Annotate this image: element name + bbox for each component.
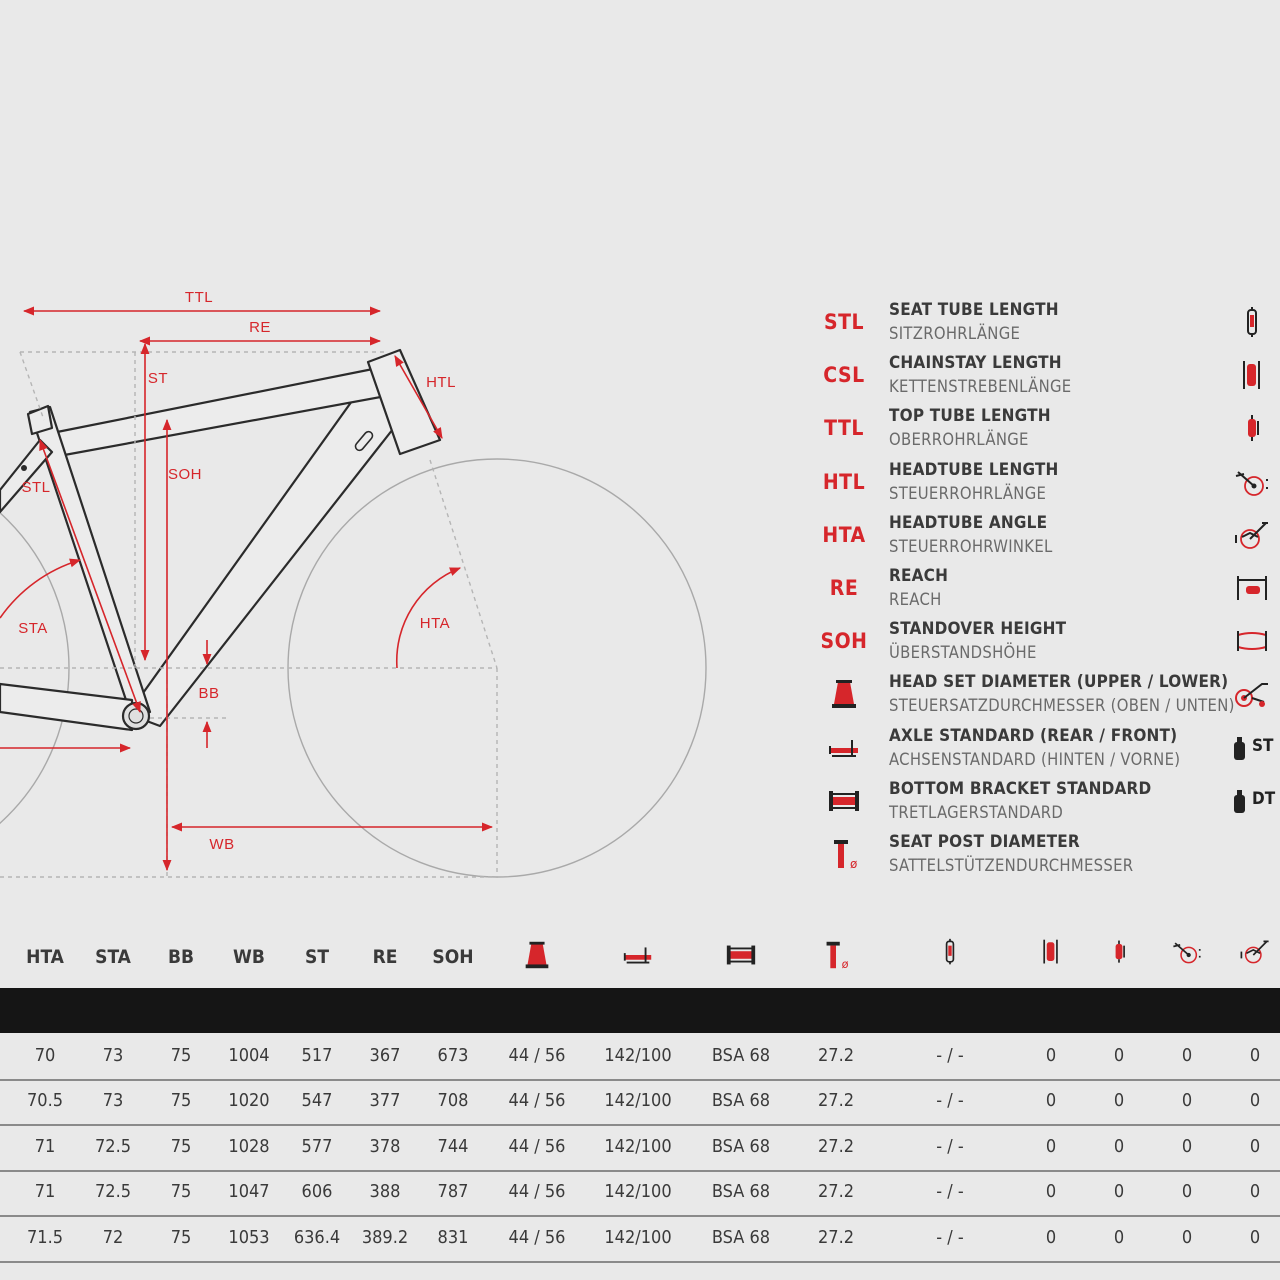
table-row <box>0 1079 1280 1126</box>
table-cell: 1053 <box>228 1226 270 1248</box>
bottom-bracket-shell <box>123 703 149 729</box>
table-cell: 0 <box>1181 1181 1193 1203</box>
table-row <box>0 1216 1280 1263</box>
table-cell: 0 <box>1113 1045 1125 1066</box>
head-set-icon <box>520 938 554 974</box>
table-cell: 0 <box>1249 1090 1261 1112</box>
table-cell: 636.4 <box>293 1226 341 1248</box>
table-cell: 547 <box>301 1090 333 1112</box>
table-cell: 0 <box>1181 1090 1193 1112</box>
label-st: ST <box>147 370 169 387</box>
front-rack-icon <box>1232 519 1272 551</box>
table-cell: 389.2 <box>361 1226 409 1248</box>
column-header: HTA <box>26 946 64 968</box>
legend-english-label: HEAD SET DIAMETER (UPPER / LOWER) <box>889 672 1229 693</box>
table-cell: 72.5 <box>94 1181 132 1203</box>
table-cell: 70 <box>34 1045 56 1066</box>
table-cell: 1020 <box>228 1090 270 1112</box>
label-ttl: TTL <box>184 289 214 306</box>
legend-english-label: CHAINSTAY LENGTH <box>889 353 1062 374</box>
table-row <box>0 1125 1280 1172</box>
table-cell: 0 <box>1113 1135 1125 1157</box>
legend-english-label: HEADTUBE LENGTH <box>889 459 1059 480</box>
legend-item <box>820 617 1280 670</box>
seat-post-icon <box>826 836 862 870</box>
table-cell: 367 <box>369 1045 401 1066</box>
legend-english-label: STANDOVER HEIGHT <box>889 619 1067 640</box>
table-header <box>0 928 1280 988</box>
size-header-bar <box>0 988 1280 1033</box>
svg-text:ø: ø <box>841 957 849 972</box>
legend-item <box>820 830 1280 883</box>
table-cell: 744 <box>437 1135 469 1157</box>
front-rack-icon <box>1238 938 1272 974</box>
table-cell: BSA 68 <box>711 1181 771 1203</box>
table-cell: 1047 <box>228 1181 270 1203</box>
table-cell: 0 <box>1113 1226 1125 1248</box>
label-sta: STA <box>18 620 48 637</box>
table-cell: 142/100 <box>604 1226 672 1248</box>
label-stl: STL <box>21 479 51 496</box>
table-cell: 0 <box>1045 1045 1057 1066</box>
bottle-icon <box>933 938 967 974</box>
table-cell: 0 <box>1249 1181 1261 1203</box>
bottom-bracket-icon <box>826 783 862 817</box>
rear-rack-icon <box>1232 466 1272 498</box>
legend-english-label: SEAT TUBE LENGTH <box>889 300 1059 320</box>
legend-german-label: STEUERSATZDURCHMESSER (OBEN / UNTEN) <box>889 696 1235 716</box>
legend-german-label: REACH <box>889 589 942 609</box>
table-cell: 0 <box>1249 1226 1261 1248</box>
table-cell: 75 <box>170 1181 192 1203</box>
legend-english-label: BOTTOM BRACKET STANDARD <box>889 778 1152 799</box>
table-cell: 72 <box>102 1226 124 1248</box>
table-cell: 0 <box>1113 1181 1125 1203</box>
legend-item <box>820 777 1280 830</box>
table-cell: 71 <box>34 1181 56 1203</box>
legend-german-label: TRETLAGERSTANDARD <box>889 802 1064 822</box>
legend-abbreviation: RE <box>829 575 859 600</box>
axle-icon <box>621 938 655 974</box>
table-cell: 517 <box>301 1045 333 1066</box>
table-cell: 0 <box>1181 1135 1193 1157</box>
legend-german-label: STEUERROHRWINKEL <box>889 536 1053 556</box>
legend-abbreviation: SOH <box>820 629 868 654</box>
bottle-cage-icon <box>1034 938 1068 974</box>
bike-frame <box>0 350 440 730</box>
table-cell: 142/100 <box>604 1181 672 1203</box>
table-cell: BSA 68 <box>711 1226 771 1248</box>
table-cell: - / - <box>936 1045 964 1066</box>
table-row <box>0 1034 1280 1081</box>
label-htl: HTL <box>426 374 456 391</box>
legend-english-label: AXLE STANDARD (REAR / FRONT) <box>889 725 1178 746</box>
bottom-bracket-icon <box>724 938 758 974</box>
column-header: WB <box>233 946 265 968</box>
geometry-legend <box>820 298 1280 883</box>
rear-rack-icon <box>1170 938 1204 974</box>
table-cell: 377 <box>369 1090 401 1112</box>
table-cell: 44 / 56 <box>508 1090 566 1112</box>
table-cell: 44 / 56 <box>508 1045 566 1066</box>
table-cell: 71 <box>34 1135 56 1157</box>
legend-german-label: ACHSENSTANDARD (HINTEN / VORNE) <box>889 749 1181 769</box>
column-header: RE <box>372 946 398 968</box>
table-cell: 831 <box>437 1226 469 1248</box>
table-cell: 71.5 <box>26 1226 64 1248</box>
legend-abbreviation: TTL <box>824 416 864 441</box>
table-cell: BSA 68 <box>711 1045 771 1066</box>
table-cell: - / - <box>936 1181 964 1203</box>
geometry-table <box>0 928 1280 988</box>
legend-icon-label: DT <box>1252 788 1276 809</box>
svg-text:ø: ø <box>850 856 858 871</box>
table-cell: 388 <box>369 1181 401 1203</box>
legend-abbreviation: STL <box>823 310 865 334</box>
table-cell: 0 <box>1113 1090 1125 1112</box>
legend-icon-label: ST <box>1252 735 1274 756</box>
table-cell: 27.2 <box>817 1045 855 1066</box>
table-cell: 0 <box>1249 1135 1261 1157</box>
table-cell: 1004 <box>228 1045 270 1066</box>
table-cell: - / - <box>936 1135 964 1157</box>
table-cell: 70.5 <box>26 1090 64 1112</box>
legend-english-label: TOP TUBE LENGTH <box>889 406 1051 427</box>
mount-icon <box>1102 938 1136 974</box>
table-cell: 0 <box>1249 1045 1261 1066</box>
label-re: RE <box>249 319 271 336</box>
legend-item <box>820 564 1280 617</box>
legend-english-label: SEAT POST DIAMETER <box>889 831 1080 852</box>
kickstand-icon <box>1232 678 1272 710</box>
label-hta: HTA <box>419 615 451 632</box>
table-cell: 577 <box>301 1135 333 1157</box>
top-tube-bag-icon <box>1232 572 1272 604</box>
bottle-icon <box>1232 306 1272 338</box>
table-cell: BSA 68 <box>711 1090 771 1112</box>
label-wb: WB <box>209 836 235 853</box>
table-cell: 75 <box>170 1135 192 1157</box>
legend-item <box>820 511 1280 564</box>
table-cell: 27.2 <box>817 1181 855 1203</box>
table-cell: 75 <box>170 1045 192 1066</box>
column-header: BB <box>167 946 195 968</box>
table-cell: 142/100 <box>604 1135 672 1157</box>
table-cell: 0 <box>1045 1226 1057 1248</box>
table-cell: 72.5 <box>94 1135 132 1157</box>
table-cell: 1028 <box>228 1135 270 1157</box>
legend-abbreviation: HTA <box>822 522 866 547</box>
axle-icon <box>826 730 862 764</box>
table-cell: 75 <box>170 1226 192 1248</box>
bottle-dt-icon <box>1230 785 1250 817</box>
table-cell: 44 / 56 <box>508 1181 566 1203</box>
table-cell: 787 <box>437 1181 469 1203</box>
legend-item <box>820 724 1280 777</box>
label-bb: BB <box>198 685 220 702</box>
legend-item <box>820 404 1280 457</box>
table-cell: - / - <box>936 1090 964 1112</box>
table-cell: 0 <box>1045 1135 1057 1157</box>
legend-item <box>820 298 1280 351</box>
table-cell: 73 <box>102 1090 124 1112</box>
table-row <box>0 1170 1280 1217</box>
legend-abbreviation: CSL <box>823 363 865 388</box>
table-cell: 75 <box>170 1090 192 1112</box>
legend-german-label: SITZROHRLÄNGE <box>889 324 1021 343</box>
head-set-icon <box>826 676 862 710</box>
table-cell: 708 <box>437 1090 469 1112</box>
table-cell: 0 <box>1045 1090 1057 1112</box>
legend-german-label: SATTELSTÜTZENDURCHMESSER <box>889 855 1134 875</box>
table-cell: - / - <box>936 1226 964 1248</box>
table-cell: 27.2 <box>817 1226 855 1248</box>
legend-english-label: HEADTUBE ANGLE <box>889 512 1048 533</box>
legend-english-label: REACH <box>889 565 949 586</box>
legend-abbreviation: HTL <box>822 469 866 494</box>
table-cell: BSA 68 <box>711 1135 771 1157</box>
table-cell: 673 <box>437 1045 469 1066</box>
fender-icon <box>1232 625 1272 657</box>
bottle-st-icon <box>1230 732 1250 764</box>
table-cell: 27.2 <box>817 1090 855 1112</box>
column-header: ST <box>305 946 329 968</box>
table-cell: 0 <box>1045 1181 1057 1203</box>
table-cell: 378 <box>369 1135 401 1157</box>
column-header: STA <box>95 946 131 968</box>
legend-german-label: KETTENSTREBENLÄNGE <box>889 377 1072 397</box>
bottle-cage-icon <box>1232 359 1272 391</box>
table-cell: 44 / 56 <box>508 1135 566 1157</box>
legend-item <box>820 458 1280 511</box>
bolt <box>21 465 27 471</box>
legend-german-label: STEUERROHRLÄNGE <box>889 483 1047 503</box>
table-cell: 0 <box>1181 1226 1193 1248</box>
label-soh: SOH <box>167 466 203 483</box>
seat-post-icon <box>819 938 853 974</box>
legend-german-label: OBERROHRLÄNGE <box>889 430 1029 450</box>
table-cell: 142/100 <box>604 1045 672 1066</box>
table-cell: 73 <box>102 1045 124 1066</box>
mount-icon <box>1232 412 1272 444</box>
legend-item <box>820 670 1280 723</box>
table-cell: 27.2 <box>817 1135 855 1157</box>
table-cell: 0 <box>1181 1045 1193 1066</box>
table-cell: 142/100 <box>604 1090 672 1112</box>
legend-item <box>820 351 1280 404</box>
table-cell: 44 / 56 <box>508 1226 566 1248</box>
legend-german-label: ÜBERSTANDSHÖHE <box>889 643 1037 663</box>
table-cell: 606 <box>301 1181 333 1203</box>
frame-geometry-diagram <box>0 0 800 900</box>
column-header: SOH <box>432 946 474 968</box>
